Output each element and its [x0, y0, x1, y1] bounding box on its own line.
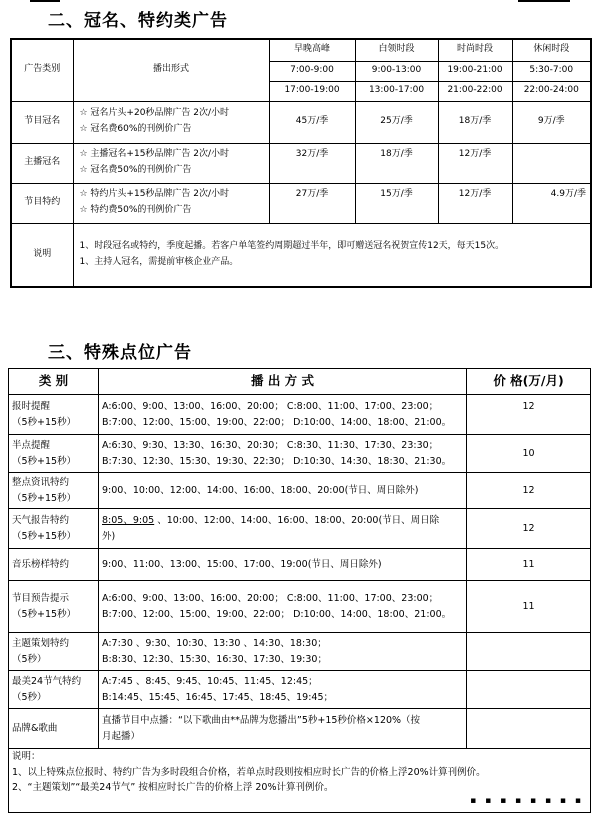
price-cell: [467, 633, 591, 671]
table-row: [9, 435, 591, 473]
price-cell: 9万/季: [512, 101, 591, 143]
slot-time: 22:00-24:00: [512, 81, 591, 101]
table-row: [9, 509, 591, 549]
row-category: 节目预告提示 （5秒+15秒）: [9, 581, 99, 633]
price-cell: [467, 671, 591, 709]
top-rule-left: [30, 0, 60, 2]
notes-text: 1、时段冠名或特约，季度起播。若客户单笔签约周期超过半年，即可赠送冠名祝贺宣传12天，每天15次。 1、主持人冠名，需提前审核企业产品。: [73, 223, 591, 287]
slot-time: 9:00-13:00: [355, 61, 438, 81]
row-format: A:6:30、9:30、13:30、16:30、20:30； C:8:30、11:30、17:30、23:30； B:7:30、12:30、15:30、19:30、22:30； D:10:30、14:30、18:30、21:30。: [99, 435, 467, 473]
price-cell: 18万/季: [355, 143, 438, 183]
price-cell: [467, 709, 591, 749]
row-format: 直播节目中点播：“以下歌曲由**品牌为您播出”5秒+15秒价格×120%（按 月起播）: [99, 709, 467, 749]
header-format: 播 出 方 式: [99, 369, 467, 395]
row-category: 节目特约: [11, 183, 73, 223]
price-cell: 25万/季: [355, 101, 438, 143]
notes-label: 说明: [11, 223, 73, 287]
price-cell: 12: [467, 395, 591, 435]
row-category: 主题策划特约 （5秒）: [9, 633, 99, 671]
slot-name: 休闲时段: [512, 39, 591, 61]
row-category: 节目冠名: [11, 101, 73, 143]
row-format: ☆ 冠名片头+20秒品牌广告 2次/小时 ☆ 冠名费60%的刊例价广告: [73, 101, 269, 143]
section2-title: 二、冠名、特约类广告: [48, 11, 228, 31]
slot-time: 19:00-21:00: [438, 61, 512, 81]
row-format: A:7:30 、9:30、10:30、13:30 、14:30、18:30； B:8:30、12:30、15:30、16:30、17:30、19:30；: [99, 633, 467, 671]
row-format: 9:00、11:00、13:00、15:00、17:00、19:00(节日、周日除外): [99, 549, 467, 581]
price-cell: 12: [467, 473, 591, 509]
row-format: ☆ 主播冠名+15秒品牌广告 2次/小时 ☆ 冠名费50%的刊例价广告: [73, 143, 269, 183]
table-row: [11, 143, 591, 183]
slot-name: 时尚时段: [438, 39, 512, 61]
row-format: A:6:00、9:00、13:00、16:00、20:00； C:8:00、11:00、17:00、23:00； B:7:00、12:00、15:00、19:00、22:00； D:10:00、14:00、18:00、21:00。: [99, 581, 467, 633]
header-price: 价 格(万/月): [467, 369, 591, 395]
price-cell: 11: [467, 581, 591, 633]
price-cell: 32万/季: [269, 143, 355, 183]
row-format: A:7:45 、8:45、9:45、10:45、11:45、12:45； B:14:45、15:45、16:45、17:45、18:45、19:45；: [99, 671, 467, 709]
page-tail-marks: ▪ ▪ ▪ ▪ ▪ ▪ ▪ ▪: [470, 796, 584, 806]
header-category: 广告类别: [11, 39, 73, 101]
row-category: 天气报告特约 （5秒+15秒）: [9, 509, 99, 549]
table-row: [11, 183, 591, 223]
row-format: ☆ 特约片头+15秒品牌广告 2次/小时 ☆ 特约费50%的刊例价广告: [73, 183, 269, 223]
row-category: 整点资讯特约 （5秒+15秒）: [9, 473, 99, 509]
row-format: 9:00、10:00、12:00、14:00、16:00、18:00、20:00(节日、周日除外): [99, 473, 467, 509]
row-format: 8:05、9:05 、10:00、12:00、14:00、16:00、18:00、20:00(节日、周日除 外): [99, 509, 467, 549]
table-row: [9, 581, 591, 633]
table-row: [9, 395, 591, 435]
price-cell: 4.9万/季: [512, 183, 591, 223]
section3-title: 三、特殊点位广告: [48, 343, 192, 363]
row-category: 半点提醒 （5秒+15秒）: [9, 435, 99, 473]
table-row: [11, 101, 591, 143]
top-rule-right: [518, 0, 570, 2]
table-row: [9, 709, 591, 749]
header-category: 类 别: [9, 369, 99, 395]
slot-time: 17:00-19:00: [269, 81, 355, 101]
table-row: [9, 549, 591, 581]
notes-text: 说明： 1、以上特殊点位报时、特约广告为多时段组合价格，若单点时段则按相应时长广告的价格上浮20%计算刊例价。 2、“主题策划”“最美24节气” 按相应时长广告的价格上浮 20%计算刊例价。: [9, 749, 591, 813]
table-row: [9, 633, 591, 671]
price-cell: 27万/季: [269, 183, 355, 223]
price-cell: 12: [467, 509, 591, 549]
price-cell: 45万/季: [269, 101, 355, 143]
header-format: 播出形式: [73, 39, 269, 101]
price-cell: [512, 143, 591, 183]
special-slot-table: [8, 368, 591, 813]
price-cell: 12万/季: [438, 143, 512, 183]
slot-name: 白领时段: [355, 39, 438, 61]
price-cell: 10: [467, 435, 591, 473]
slot-time: 13:00-17:00: [355, 81, 438, 101]
sponsorship-table: [10, 38, 592, 288]
row-format: A:6:00、9:00、13:00、16:00、20:00； C:8:00、11:00、17:00、23:00； B:7:00、12:00、15:00、19:00、22:00； D:10:00、14:00、18:00、21:00。: [99, 395, 467, 435]
notes-row: [11, 223, 591, 287]
slot-time: 7:00-9:00: [269, 61, 355, 81]
price-cell: 11: [467, 549, 591, 581]
slot-time: 21:00-22:00: [438, 81, 512, 101]
price-cell: 12万/季: [438, 183, 512, 223]
row-category: 主播冠名: [11, 143, 73, 183]
row-category: 品牌&歌曲: [9, 709, 99, 749]
table-row: [9, 671, 591, 709]
slot-time: 5:30-7:00: [512, 61, 591, 81]
slot-name: 早晚高峰: [269, 39, 355, 61]
row-category: 最美24节气特约 （5秒）: [9, 671, 99, 709]
row-category: 音乐榜样特约: [9, 549, 99, 581]
table-row: [9, 473, 591, 509]
price-cell: 15万/季: [355, 183, 438, 223]
price-cell: 18万/季: [438, 101, 512, 143]
row-category: 报时提醒 （5秒+15秒）: [9, 395, 99, 435]
